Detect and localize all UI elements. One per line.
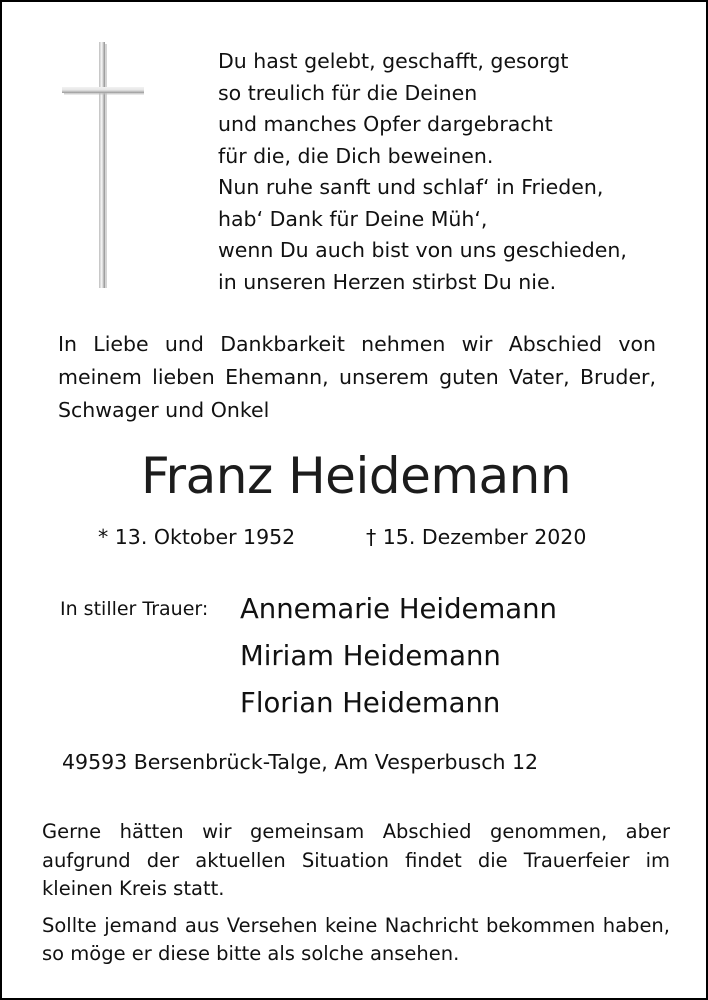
- poem-line: so treulich für die Deinen: [218, 80, 478, 105]
- poem-line: in unseren Herzen stirbst Du nie.: [218, 269, 557, 294]
- poem-line: Nun ruhe sanft und schlaf‘ in Frieden,: [218, 175, 604, 199]
- mourner-name: Annemarie Heidemann: [240, 593, 557, 625]
- mourners-list: [240, 586, 557, 727]
- poem-line: Du hast gelebt, geschafft, gesorgt: [218, 49, 569, 73]
- notice: [42, 818, 670, 977]
- poem-line: wenn Du auch bist von uns geschieden,: [218, 238, 627, 262]
- address: 49593 Bersenbrück-Talge, Am Vesperbusch 12: [62, 750, 539, 774]
- birth-date: * 13. Oktober 1952: [98, 525, 296, 549]
- notice-paragraph: Gerne hätten wir gemeinsam Abschied genommen, aber aufgrund der aktuellen Situation findet die Trauerfeier im kleinen Kreis statt.: [42, 820, 670, 900]
- poem-line: und manches Opfer dargebracht: [218, 112, 553, 136]
- intro-text: In Liebe und Dankbarkeit nehmen wir Abschied von meinem lieben Ehemann, unserem guten Vater, Bruder, Schwager und Onkel: [58, 332, 656, 422]
- mourner-name: Florian Heidemann: [240, 687, 501, 719]
- poem-line: für die, die Dich beweinen.: [218, 143, 494, 168]
- poem-line: hab‘ Dank für Deine Müh‘,: [218, 206, 488, 231]
- notice-paragraph: Sollte jemand aus Versehen keine Nachricht bekommen haben, so möge er diese bitte als solche ansehen.: [42, 913, 670, 965]
- poem: [218, 46, 688, 298]
- mourner-name: Miriam Heidemann: [240, 640, 501, 672]
- mourning-label: In stiller Trauer:: [60, 598, 209, 620]
- death-date: † 15. Dezember 2020: [366, 525, 587, 549]
- cross-icon: [58, 40, 144, 290]
- deceased-name: Franz Heidemann: [140, 447, 572, 505]
